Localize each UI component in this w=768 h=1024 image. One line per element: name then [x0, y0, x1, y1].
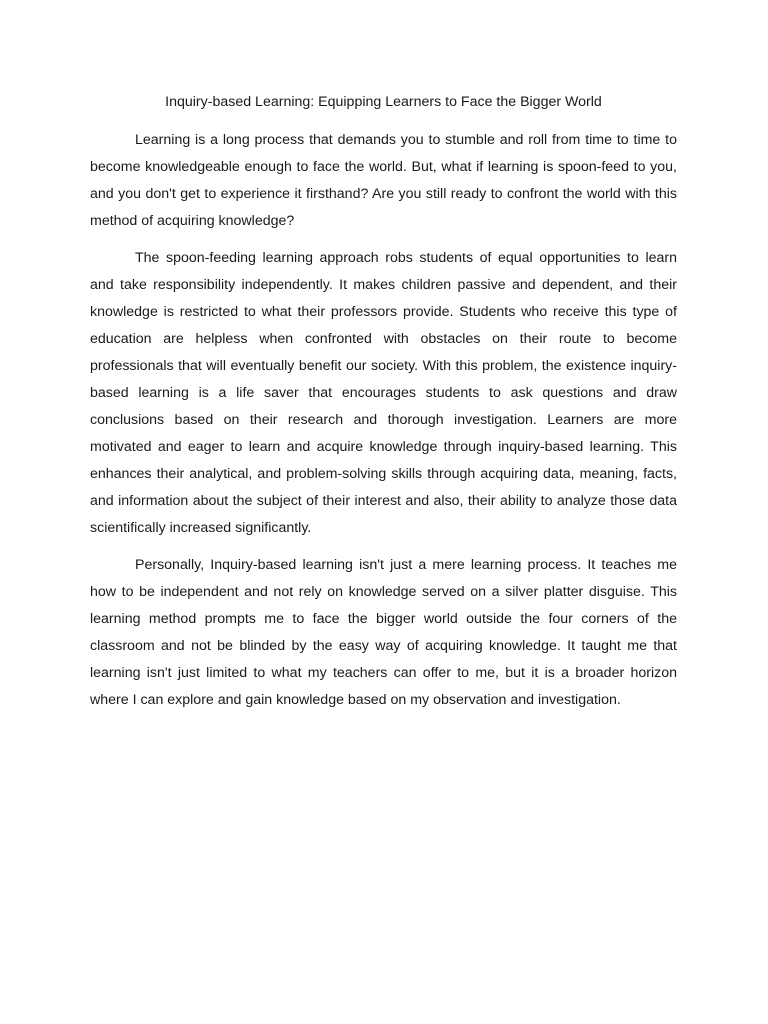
document-body — [90, 127, 677, 724]
paragraph-spoon-feeding: The spoon-feeding learning approach robs students of equal opportunities to learn and take responsibility independently. It makes children passive and dependent, and their knowledge is restricted to what their professors provide. Students who receive this type of education are helpless when confronted with obstacles on their route to become professionals that will eventually benefit our society. With this problem, the existence inquiry-based learning is a life saver that encourages students to ask questions and draw conclusions based on their research and thorough investigation. Learners are more motivated and eager to learn and acquire knowledge through inquiry-based learning. This enhances their analytical, and problem-solving skills through acquiring data, meaning, facts, and information about the subject of their interest and also, their ability to analyze those data scientifically increased significantly. — [90, 250, 677, 536]
paragraph-personal: Personally, Inquiry-based learning isn't just a mere learning process. It teaches me how to be independent and not rely on knowledge served on a silver platter disguise. This learning method prompts me to face the bigger world outside the four corners of the classroom and not be blinded by the easy way of acquiring knowledge. It taught me that learning isn't just limited to what my teachers can offer to me, but it is a broader horizon where I can explore and gain knowledge based on my observation and investigation. — [90, 557, 677, 708]
document-title: Inquiry-based Learning: Equipping Learners to Face the Bigger World — [165, 94, 602, 110]
paragraph-intro: Learning is a long process that demands you to stumble and roll from time to time to become knowledgeable enough to face the world. But, what if learning is spoon-feed to you, and you don't get to experience it firsthand? Are you still ready to confront the world with this method of acquiring knowledge? — [90, 132, 677, 229]
